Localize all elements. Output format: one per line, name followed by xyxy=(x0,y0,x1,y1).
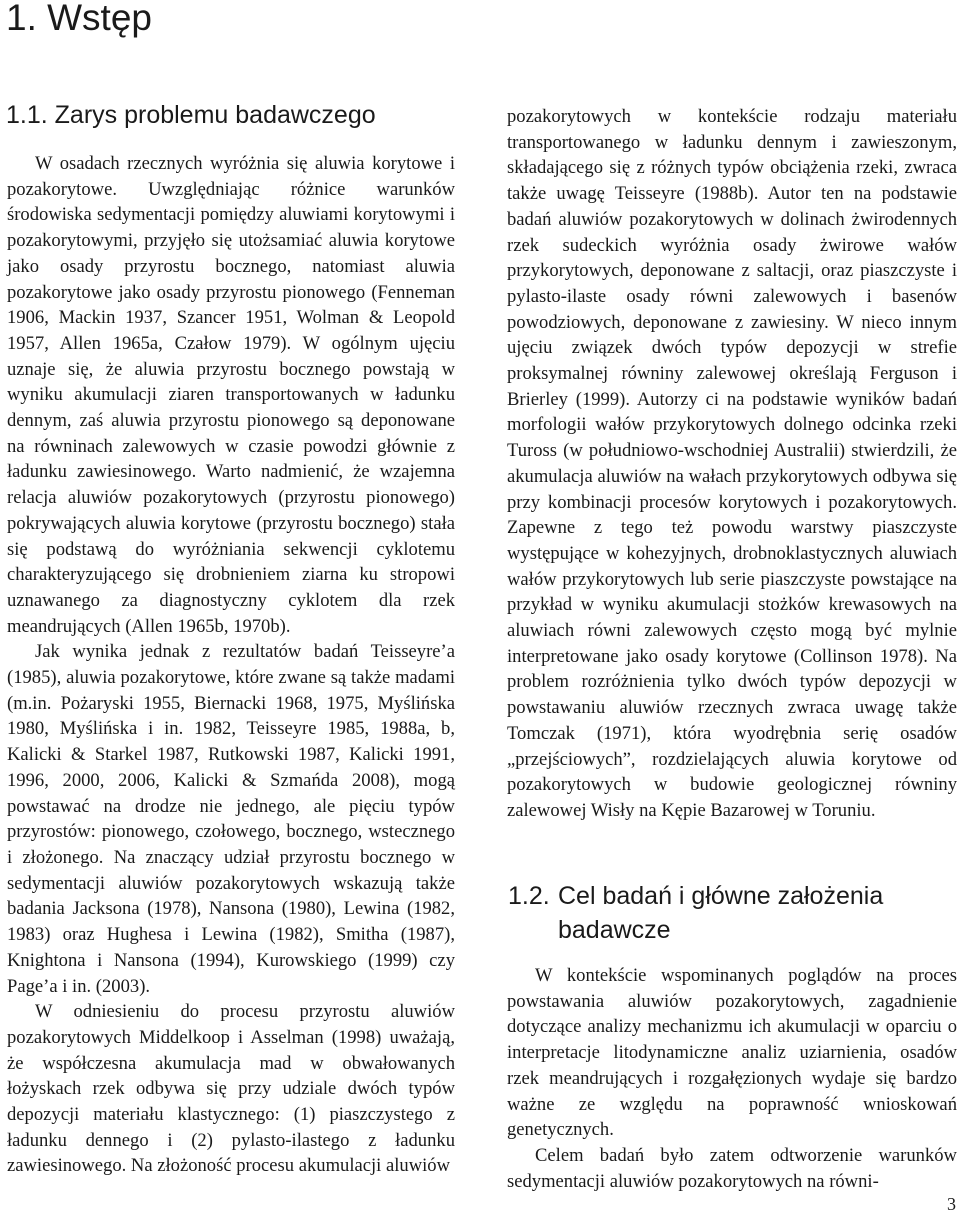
text-column-right-bottom xyxy=(507,963,957,1194)
paragraph-1: W osadach rzecznych wyróżnia się aluwia korytowe i pozakorytowe. Uwzględniając różnice warunków środowiska sedymentacji pomiędzy aluwiami korytowymi i pozakorytowymi, przyjęło się utożsamiać aluwia korytowe jako osady przyrostu bocznego, natomiast aluwia pozakorytowe jako osady przyrostu pionowego (Fenneman 1906, Mackin 1937, Szancer 1951, Wolman & Leopold 1957, Allen 1965a, Czałow 1979). W ogólnym ujęciu uznaje się, że aluwia przyrostu bocznego powstają w wyniku akumulacji ziaren transportowanych w ładunku dennym, zaś aluwia przyrostu pionowego są deponowane na równinach zalewowych w czasie powodzi głównie z ładunku zawiesinowego. Warto nadmienić, że wzajemna relacja aluwiów pozakorytowych (przyrostu pionowego) pokrywających aluwia korytowe (przyrostu bocznego) stała się podstawą do wyróżniania sekwencji cyklotemu charakteryzującego się drobnieniem ziarna ku stropowi uznawanego za diagnostyczny cyklotem dla rzek meandrujących (Allen 1965b, 1970b). xyxy=(7,153,455,637)
paragraph-4: W kontekście wspominanych poglądów na proces powstawania aluwiów pozakorytowych, zagadnienie dotyczące analizy mechanizmu ich akumulacji w oparciu o interpretacje litodynamiczne analiz uziarnienia, osadów rzek meandrujących i rozgałęzionych wydaje się bardzo ważne ze względu na poprawność wnioskowań genetycznych. xyxy=(507,965,957,1141)
paragraph-3-part-1: W odniesieniu do procesu przyrostu aluwiów pozakorytowych Middelkoop i Asselman (1998) uważają, że współczesna akumulacja mad w obwałowanych łożyskach rzek odbywa się przy udziale dwóch typów depozycji materiału klastycznego: (1) piaszczystego z ładunku dennego i (2) pylasto-ilastego z ładunku zawiesinowego. Na złożoność procesu akumulacji aluwiów xyxy=(7,1001,455,1177)
section-number: 1.2. xyxy=(508,882,550,910)
text-column-right-top xyxy=(507,104,957,824)
section-heading-1-1: 1.1. Zarys problemu badawczego xyxy=(6,101,376,129)
paragraph-2: Jak wynika jednak z rezultatów badań Teisseyre’a (1985), aluwia pozakorytowe, które zwane są także madami (m.in. Pożaryski 1955, Biernacki 1968, 1975, Myślińska 1980, Myślińska i in. 1982, Teisseyre 1985, 1988a, b, Kalicki & Starkel 1987, Rutkowski 1987, Kalicki 1991, 1996, 2000, 2006, Kalicki & Szmańda 2008), mogą powstawać na drodze nie jednego, ale pięciu typów przyrostów: pionowego, czołowego, bocznego, wstecznego i złożonego. Na znaczący udział przyrostu bocznego w sedymentacji aluwiów pozakorytowych wskazują także badania Jacksona (1978), Nansona (1980), Lewina (1982, 1983) oraz Hughesa i Lewina (1982), Smitha (1987), Knightona i Nansona (1994), Kurowskiego (1999) czy Page’a i in. (2003). xyxy=(7,641,455,997)
paragraph-3-part-2: pozakorytowych w kontekście rodzaju materiału transportowanego w ładunku dennym i zawieszonym, składającego się z różnych typów obciążenia rzeki, zwraca także uwagę Teisseyre (1988b). Autor ten na podstawie badań aluwiów pozakorytowych w dolinach żwirodennych rzek sudeckich wyróżnia osady żwirowe wałów przykorytowych, deponowane z saltacji, oraz piaszczyste i pylasto-ilaste osady równi zalewowych i basenów powodziowych, deponowane z zawiesiny. W nieco innym ujęciu związek dwóch typów depozycji w strefie proksymalnej równiny zalewowej określają Ferguson i Brierley (1999). Autorzy ci na podstawie wyników badań morfologii wałów przykorytowych dolnego odcinka rzeki Tuross (w południowo-wschodniej Australii) stwierdzili, że akumulacja aluwiów na wałach przykorytowych odbywa się przy kombinacji procesów korytowych i pozakorytowych. Zapewne z tego też powodu warstwy piaszczyste występujące w kohezyjnych, drobnoklastycznych aluwiach wałów przykorytowych lub serie piaszczyste powstające na przykład w wyniku akumulacji stożków krewasowych na aluwiach równi zalewowych często mogą być mylnie interpretowane jako osady korytowe (Collinson 1978). Na problem rozróżnienia tylko dwóch typów depozycji w powstawaniu aluwiów rzecznych zwraca uwagę także Tomczak (1971), która wyodrębnia serię osadów „przejściowych”, rozdzielających aluwia korytowe od pozakorytowych w budowie geologicznej równiny zalewowej Wisły na Kępie Bazarowej w Toruniu. xyxy=(507,106,957,821)
page-number: 3 xyxy=(947,1194,956,1214)
text-column-left xyxy=(7,151,455,1179)
section-title: Cel badań i główne założenia badawcze xyxy=(558,882,884,944)
section-heading-1-2 xyxy=(508,879,938,947)
chapter-title: 1. Wstęp xyxy=(6,0,152,38)
paragraph-5: Celem badań było zatem odtworzenie warunków sedymentacji aluwiów pozakorytowych na równi- xyxy=(507,1144,957,1192)
